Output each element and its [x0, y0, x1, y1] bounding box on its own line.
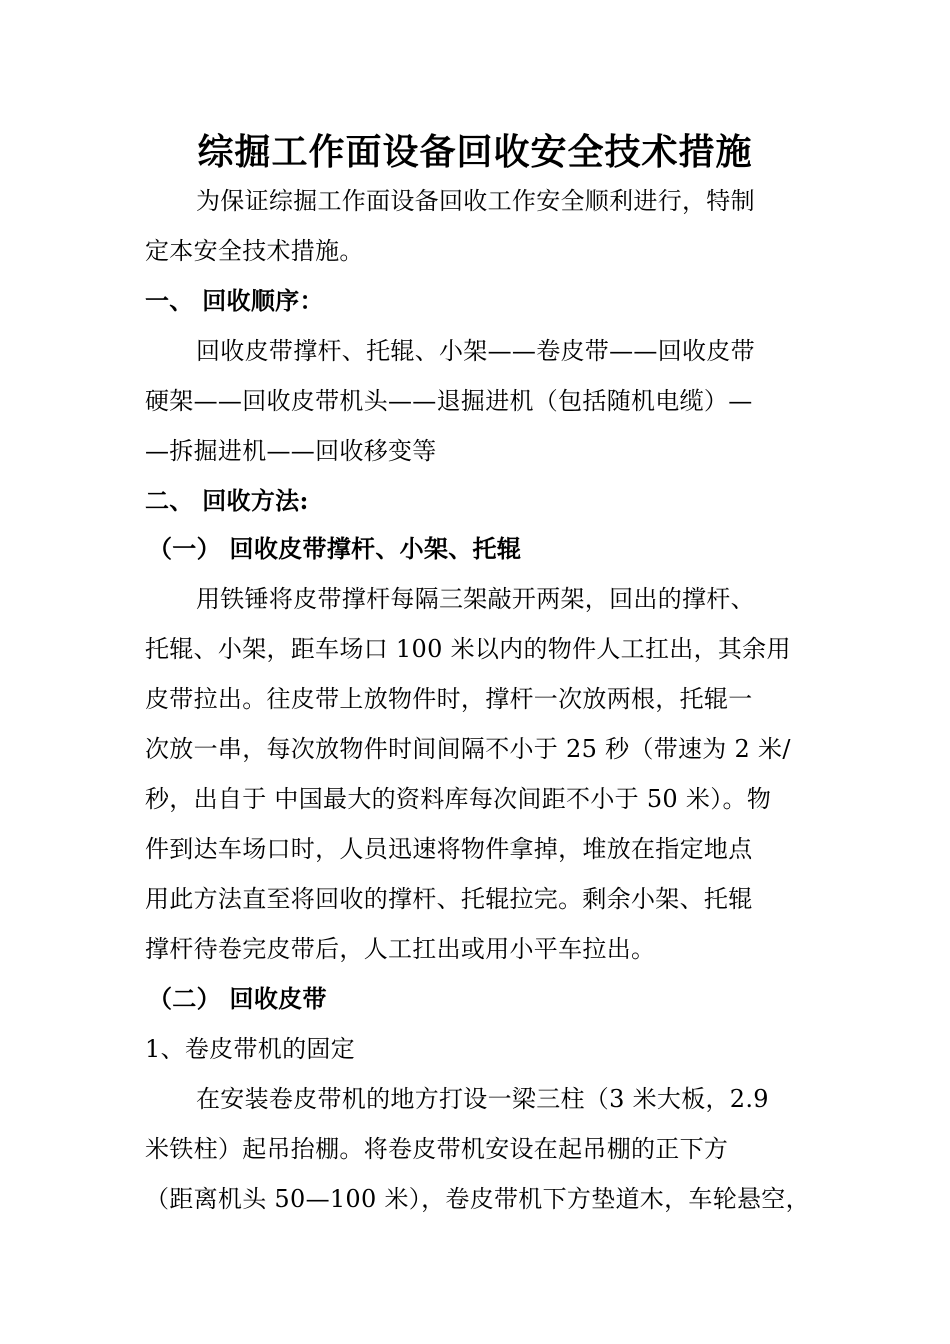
section-1-heading: 一、 回收顺序：	[145, 286, 324, 315]
section-1-line-3: —拆掘进机——回收移变等	[145, 437, 437, 465]
subsection-2-line-1: 在安装卷皮带机的地方打设一梁三柱（3 米大板，2.9	[196, 1085, 769, 1113]
subsection-2-item-1: 1、卷皮带机的固定	[145, 1035, 355, 1063]
subsection-1-line-8: 撑杆待卷完皮带后，人工扛出或用小平车拉出。	[145, 935, 656, 963]
subsection-1-line-2: 托辊、小架，距车场口 100 米以内的物件人工扛出，其余用	[145, 635, 791, 663]
section-1-line-2: 硬架——回收皮带机头——退掘进机（包括随机电缆）—	[145, 387, 753, 415]
subsection-1-line-1: 用铁锤将皮带撑杆每隔三架敲开两架，回出的撑杆、	[196, 585, 755, 613]
document-title: 综掘工作面设备回收安全技术措施	[197, 131, 753, 173]
subsection-2-line-3: （距离机头 50—100 米），卷皮带机下方垫道木，车轮悬空，	[145, 1185, 810, 1213]
intro-line-1: 为保证综掘工作面设备回收工作安全顺利进行，特制	[196, 187, 755, 215]
subsection-1-line-6: 件到达车场口时，人员迅速将物件拿掉，堆放在指定地点	[145, 835, 753, 863]
subsection-1-line-3: 皮带拉出。往皮带上放物件时，撑杆一次放两根，托辊一	[145, 685, 753, 713]
subsection-2-line-2: 米铁柱）起吊抬棚。将卷皮带机安设在起吊棚的正下方	[145, 1135, 729, 1163]
section-2-heading: 二、 回收方法:	[145, 486, 309, 515]
section-1-line-1: 回收皮带撑杆、托辊、小架——卷皮带——回收皮带	[196, 337, 755, 365]
subsection-1-heading: （一） 回收皮带撑杆、小架、托辊	[148, 534, 522, 563]
subsection-1-line-7: 用此方法直至将回收的撑杆、托辊拉完。剩余小架、托辊	[145, 885, 753, 913]
subsection-1-line-5: 秒，出自于 中国最大的资料库每次间距不小于 50 米）。物	[145, 785, 772, 813]
intro-line-2: 定本安全技术措施。	[145, 237, 364, 265]
subsection-1-line-4: 次放一串，每次放物件时间间隔不小于 25 秒（带速为 2 米/	[145, 735, 791, 763]
subsection-2-heading: （二） 回收皮带	[148, 984, 327, 1013]
